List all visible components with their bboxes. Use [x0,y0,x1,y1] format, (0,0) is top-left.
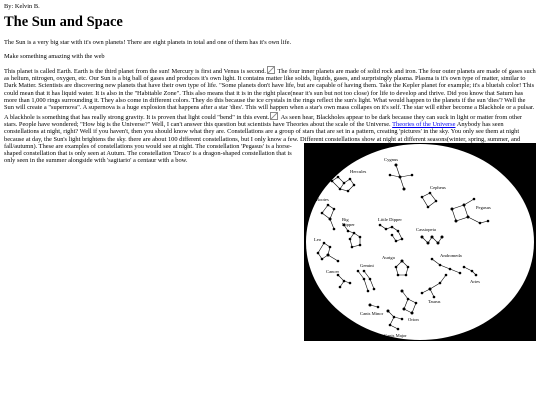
label-taurus: Taurus [428,298,441,304]
label-pegasus: Pegasus [476,204,491,210]
label-bootes: Bootes [316,196,329,202]
label-cygnus: Cygnus [384,156,399,162]
label-andromeda: Andromeda [440,252,462,258]
label-orion: Orion [408,316,419,322]
label-auriga: Auriga [382,254,395,260]
body-text-4: Anybody has seen constellations at night, right? Well if you haven't, then you should know what they are. Constellations are a group of stars that are set in a pattern, creating 'pictures' in the sky. You only see them at night because at day, the Sun's light brightens the sky. there are about 100 different constellations, but I only know a few. Different constellations show at night at different seasons(winter, spring, summer, and fall/autumn). [4,120,521,150]
prompt-paragraph: Make something amazing with the web [4,52,105,60]
body-text-5: These are examples of constellations you would see at night. The constellation 'Pegasus' is a horse-shaped constellation that is only seen at Autum. The constellation 'Draco' is a dragon-shaped constellation that is only seen in the summer alongside with 'sagitario' a centaur with a bow. [4,142,292,165]
label-gemini: Gemini [360,262,374,268]
broken-image-icon [267,66,275,74]
theories-of-universe-link[interactable]: Theories of the Universe [392,120,456,128]
label-cancer: Cancer [326,268,340,274]
label-canis-minor: Canis Minor [360,310,384,316]
label-cassiopeia: Cassiopeia [416,226,436,232]
byline: By: Kelvin B. [4,3,40,10]
body-text-3: As seen hear, Blackholes appear to be dark because they can suck in light or matter from other stars. People have wondered; "How big is the Universe?" Well, I can't answer this question but scientists have Theories about the scale of the Universe. [4,113,523,128]
body-text-1: This planet is called Earth. Earth is the third planet from the sun! Mercury is first and Venus is second. [4,67,267,75]
label-cepheus: Cepheus [430,184,446,190]
label-leo: Leo [314,236,322,242]
label-little-dipper: Little Dipper [378,216,402,222]
broken-image-icon [270,112,278,120]
intro-paragraph: The Sun is a very big star with it's own planets! There are eight planets in total and one of them has it's own life. [4,39,292,47]
label-hercules: Hercules [350,168,367,174]
constellation-chart-image [304,143,536,341]
body-text-2: The four inner planets are made of solid rock and iron. The four outer planets are made of gases such as helium, nitrogen, oxygen, etc. Our Sun is a big ball of gases and produces it's own light. It contains matter like solids, liquids, gases, and surprisingly plasma. Plasma is it's own type of matter, similar to Dark Matter. Scientists are discovering new planets that have their own type of life. "Some planets don't have life, but are capable of having them. Take the Kepler planet for example; it's a blueish color! This could mean that it has liquid water. It is also in the "Habitable Zone". This also means that it is in the right place(near it's sun but not too close) for life to develop and thrive. Did you know that Saturn has more than 1,000 rings surrounding it. They also come in different colors. They do this because the ice crystals in the rings reflect the sun's light. What would happen to the planets if the sun 'dies'? Well the Sun will create a "supernova". A supernova is a huge explosion that happens after a star 'dies'. This will happen when a star's own mass collapes on it's self. The star will either become a Blackhole or a pulsar. A blackhole is something that has really strong gravity. It is proven that light could "bend" in this event. [4,67,536,121]
label-big-dipper: Big Dipper [342,216,355,227]
label-aries: Aries [470,278,480,284]
body-paragraph [4,66,536,338]
label-canis-major: Canis Major [384,332,407,338]
page-title: The Sun and Space [4,14,123,31]
